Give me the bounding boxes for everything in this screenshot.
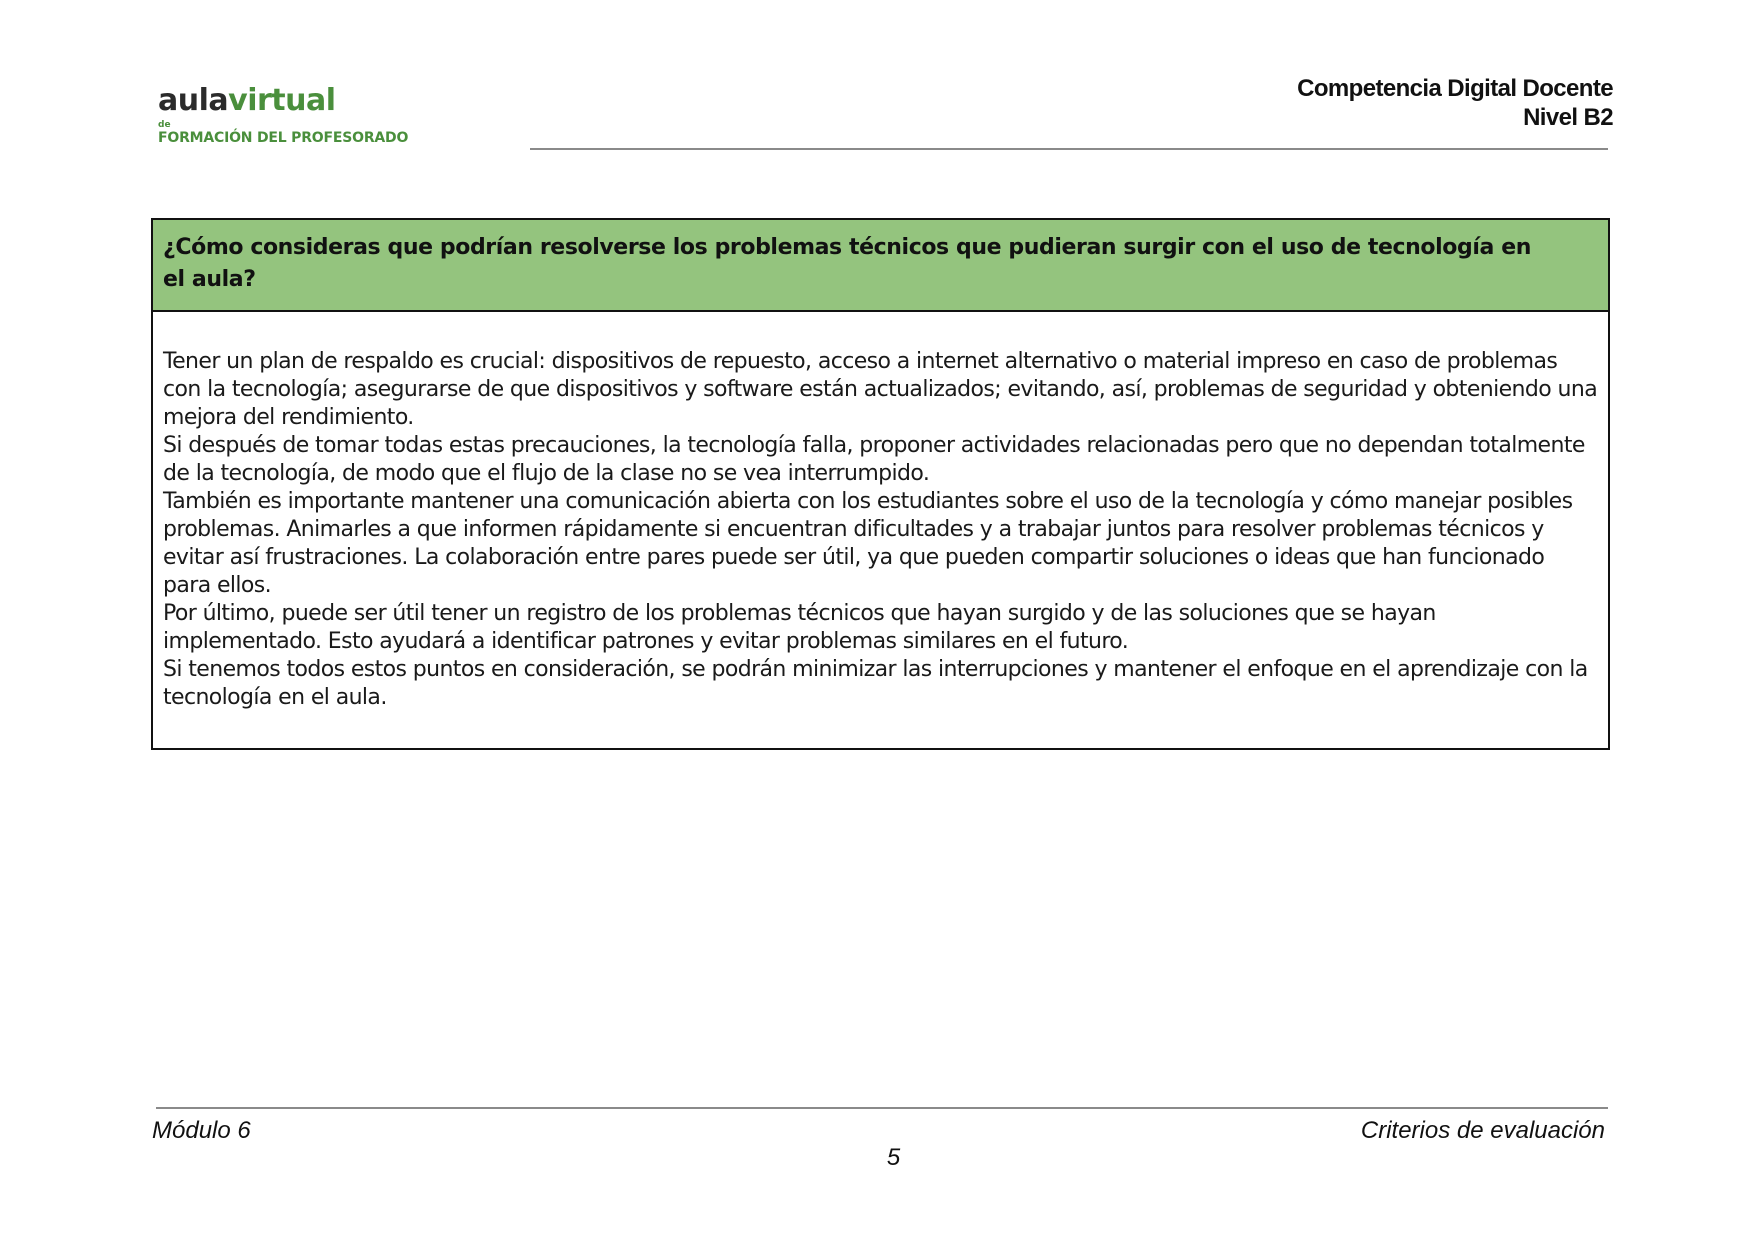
footer-section: Criterios de evaluación xyxy=(1360,1117,1605,1144)
logo-subtitle: FORMACIÓN DEL PROFESORADO xyxy=(158,130,409,146)
header-title-line1: Competencia Digital Docente xyxy=(1297,75,1613,102)
answer-paragraph: Por último, puede ser útil tener un registro de los problemas técnicos que hayan surgido y de las soluciones que se hayan implementado. Esto ayudará a identificar patrones y evitar problemas similares en el futuro. xyxy=(163,601,1436,654)
logo-virtual: virtual xyxy=(228,83,336,118)
aulavirtual-logo xyxy=(158,84,408,146)
page-number: 5 xyxy=(886,1144,901,1171)
logo-de: de xyxy=(158,120,171,130)
header-title-line2: Nivel B2 xyxy=(1523,104,1613,131)
logo-wordmark xyxy=(158,84,408,118)
answer-paragraph: Si tenemos todos estos puntos en consideración, se podrán minimizar las interrupciones y mantener el enfoque en el aprendizaje con la tecnología en el aula. xyxy=(163,657,1588,710)
question-heading: ¿Cómo consideras que podrían resolverse los problemas técnicos que pudieran surgir con el uso de tecnología en el aula? xyxy=(153,220,1608,312)
footer-divider xyxy=(156,1107,1608,1109)
logo-aula: aula xyxy=(158,83,229,118)
answer-paragraph: También es importante mantener una comunicación abierta con los estudiantes sobre el uso de la tecnología y cómo manejar posibles problemas. Animarles a que informen rápidamente si encuentran dificultades y a trabajar juntos para resolver problemas técnicos y evitar así frustraciones. La colaboración entre pares puede ser útil, ya que pueden compartir soluciones o ideas que han funcionado para ellos. xyxy=(163,489,1573,598)
header-divider xyxy=(530,148,1608,150)
answer-paragraph: Tener un plan de respaldo es crucial: dispositivos de repuesto, acceso a internet alternativo o material impreso en caso de problemas con la tecnología; asegurarse de que dispositivos y software están actualizados; evitando, así, problemas de seguridad y obteniendo una mejora del rendimiento. xyxy=(163,349,1598,430)
answer-body xyxy=(153,312,1608,748)
question-answer-box xyxy=(151,218,1610,750)
footer-module: Módulo 6 xyxy=(152,1117,251,1144)
answer-paragraph: Si después de tomar todas estas precauciones, la tecnología falla, proponer actividades relacionadas pero que no dependan totalmente de la tecnología, de modo que el flujo de la clase no se vea interrumpido. xyxy=(163,433,1585,486)
document-header-title xyxy=(1297,74,1613,132)
